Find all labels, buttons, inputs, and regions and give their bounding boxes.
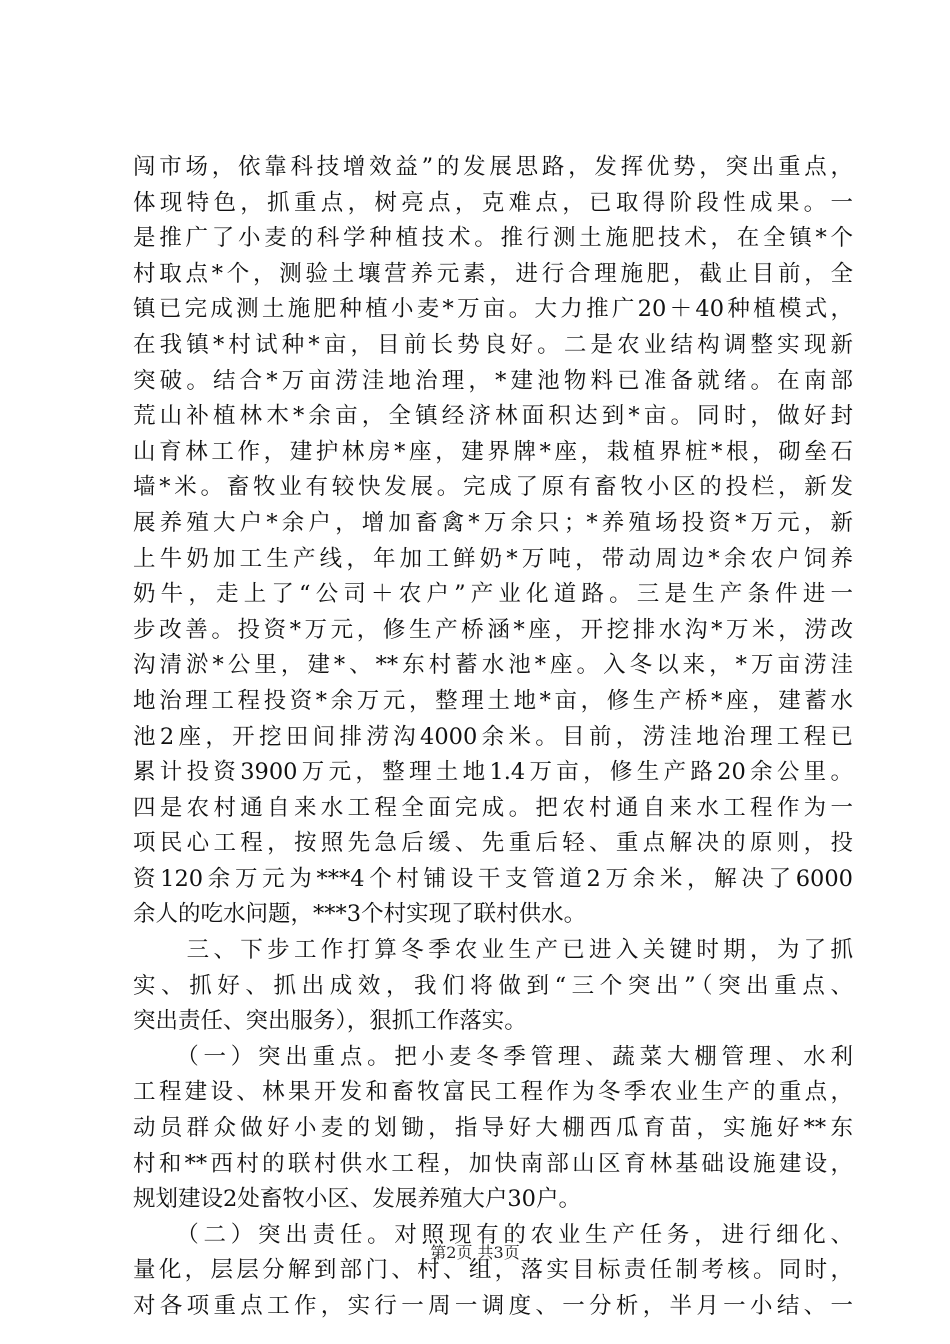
text-line: 地治理工程投资*余万元，整理土地*亩，修生产桥*座，建蓄水 [133, 687, 853, 714]
text-line: 奶牛，走上了“公司＋农户”产业化道路。三是生产条件进一 [133, 581, 853, 608]
text-line: 在我镇*村试种*亩，目前长势良好。二是农业结构调整实现新 [133, 331, 853, 358]
text-line: 突破。结合*万亩涝洼地治理，*建池物料已准备就绪。在南部 [133, 367, 853, 394]
text-line: 是推广了小麦的科学种植技术。推行测土施肥技术，在全镇*个 [133, 225, 853, 252]
text-line: 镇已完成测土施肥种植小麦*万亩。大力推广20＋40种植模式， [133, 296, 853, 323]
text-line: 荒山补植林木*余亩，全镇经济林面积达到*亩。同时，做好封 [133, 403, 853, 430]
text-line: 展养殖大户*余户，增加畜禽*万余只；*养殖场投资*万元，新 [133, 509, 853, 536]
text-line: （二）突出责任。对照现有的农业生产任务，进行细化、 [133, 1221, 853, 1248]
text-line: 体现特色，抓重点，树亮点，克难点，已取得阶段性成果。一 [133, 189, 853, 216]
body-text [133, 150, 853, 1325]
text-line: 对各项重点工作，实行一周一调度、一分析，半月一小结、一 [133, 1293, 853, 1319]
text-line: 工程建设、林果开发和畜牧富民工程作为冬季农业生产的重点， [133, 1079, 853, 1106]
text-line: 村取点*个，测验土壤营养元素，进行合理施肥，截止目前，全 [133, 260, 853, 287]
text-line: 沟清淤*公里，建*、**东村蓄水池*座。入冬以来，*万亩涝洼 [133, 652, 853, 679]
text-line: 余人的吃水问题，***3个村实现了联村供水。 [133, 901, 587, 928]
text-line: 突出责任、突出服务），狠抓工作落实。 [133, 1008, 527, 1035]
text-line: 四是农村通自来水工程全面完成。把农村通自来水工程作为一 [133, 794, 853, 821]
text-line: 上牛奶加工生产线，年加工鲜奶*万吨，带动周边*余农户饲养 [133, 545, 853, 572]
text-line: 山育林工作，建护林房*座，建界牌*座，栽植界桩*根，砌垒石 [133, 438, 853, 465]
page-number-footer: 第2页 共3页 [430, 1243, 520, 1262]
text-line: 累计投资3900万元，整理土地1.4万亩，修生产路20余公里。 [133, 759, 853, 786]
text-line: 规划建设2处畜牧小区、发展养殖大户30户。 [133, 1186, 581, 1213]
text-line: 闯市场，依靠科技增效益”的发展思路，发挥优势，突出重点， [133, 154, 853, 180]
text-line: 量化，层层分解到部门、村、组，落实目标责任制考核。同时， [133, 1257, 853, 1284]
text-line: 墙*米。畜牧业有较快发展。完成了原有畜牧小区的投栏，新发 [133, 474, 853, 501]
text-line: 池2座，开挖田间排涝沟4000余米。目前，涝洼地治理工程已 [133, 723, 853, 750]
text-line: 步改善。投资*万元，修生产桥涵*座，开挖排水沟*万米，涝改 [133, 616, 853, 643]
text-line: 实、抓好、抓出成效，我们将做到“三个突出”（突出重点、 [133, 972, 853, 999]
text-line: 项民心工程，按照先急后缓、先重后轻、重点解决的原则，投 [133, 830, 853, 857]
text-line: 三、下步工作打算冬季农业生产已进入关键时期，为了抓 [133, 937, 853, 964]
text-line: （一）突出重点。把小麦冬季管理、蔬菜大棚管理、水利 [133, 1043, 853, 1070]
text-line: 动员群众做好小麦的划锄，指导好大棚西瓜育苗，实施好**东 [133, 1115, 853, 1142]
text-line: 村和**西村的联村供水工程，加快南部山区育林基础设施建设， [133, 1150, 853, 1177]
text-line: 资120余万元为***4个村铺设干支管道2万余米，解决了6000 [133, 865, 853, 892]
